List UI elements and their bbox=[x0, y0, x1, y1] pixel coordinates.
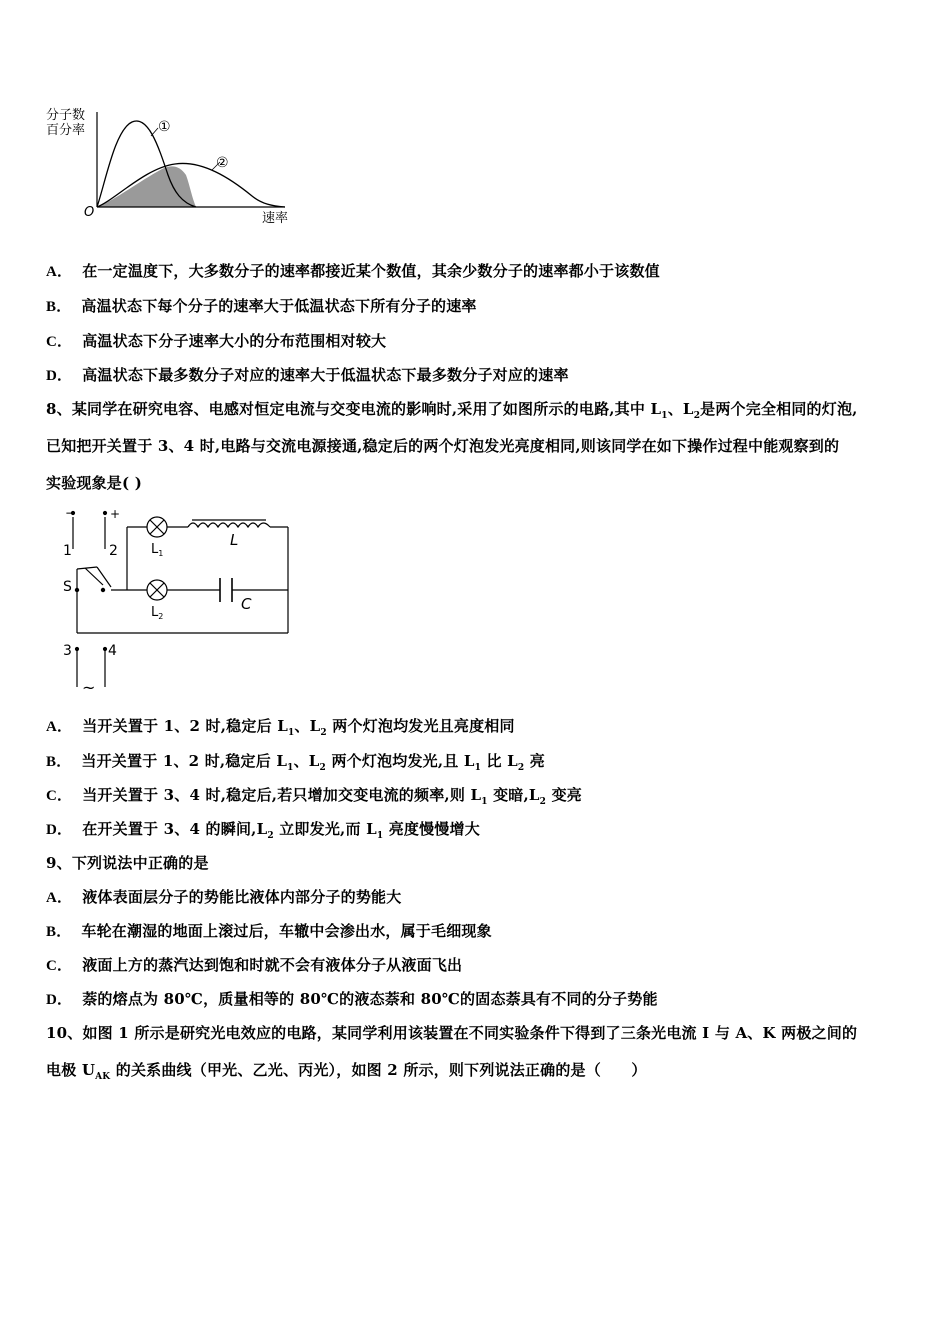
capacitor-label: C bbox=[241, 595, 252, 613]
x-axis-label: 速率 bbox=[262, 211, 289, 226]
q7-option-c: C． 高温状态下分子速率大小的分布范围相对较大 bbox=[46, 332, 387, 350]
inductor-label: L bbox=[230, 531, 239, 549]
switch-label: S bbox=[63, 579, 72, 595]
inductor-icon bbox=[188, 523, 270, 527]
terminal-4-label: 4 bbox=[108, 643, 117, 659]
lamp-l2-label: $L_2$ bbox=[151, 605, 164, 621]
circuit-diagram bbox=[55, 505, 305, 695]
overlap-shaded-area bbox=[97, 166, 196, 207]
q10-stem-line1: 10、如图 1 所示是研究光电效应的电路，某同学利用该装置在不同实验条件下得到了三条光电流 I 与 A、K 两极之间的 bbox=[46, 1024, 858, 1042]
terminal-2-label: 2 bbox=[109, 543, 118, 559]
speed-distribution-figure bbox=[40, 100, 310, 230]
q8-stem-line3: 实验现象是( ) bbox=[46, 474, 143, 492]
q8-stem-line1: 8、某同学在研究电容、电感对恒定电流与交变电流的影响时,采用了如图所示的电路,其中 $L_1$、$L_2$是两个完全相同的灯泡, bbox=[46, 400, 858, 421]
terminal-plus-label: + bbox=[110, 507, 121, 521]
q8-stem-line2: 已知把开关置于 3、4 时,电路与交流电源接通,稳定后的两个灯泡发光亮度相同,则该同学在如下操作过程中能观察到的 bbox=[46, 437, 840, 455]
q9-option-c: C． 液面上方的蒸汽达到饱和时就不会有液体分子从液面飞出 bbox=[46, 956, 463, 974]
q9-option-d: D． 萘的熔点为 80℃，质量相等的 80℃的液态萘和 80℃的固态萘具有不同的分子势能 bbox=[46, 990, 658, 1008]
curve-2-label: ② bbox=[216, 155, 229, 171]
terminal-3-label: 3 bbox=[63, 643, 72, 659]
q9-option-b: B． 车轮在潮湿的地面上滚过后，车辙中会渗出水，属于毛细现象 bbox=[46, 922, 492, 940]
q8-option-a: A． 当开关置于 1、2 时,稳定后 $L_1$、$L_2$ 两个灯泡均发光且亮度相同 bbox=[46, 717, 515, 738]
curve-1-label: ① bbox=[158, 119, 171, 135]
q8-option-d: D． 在开关置于 3、4 的瞬间$,L_2$ 立即发光,而 $L_1$ 亮度慢慢增大 bbox=[46, 820, 480, 841]
terminal-1-label: 1 bbox=[63, 543, 72, 559]
origin-label: O bbox=[84, 205, 95, 220]
q7-option-b: B． 高温状态下每个分子的速率大于低温状态下所有分子的速率 bbox=[46, 297, 477, 315]
q8-option-c: C． 当开关置于 3、4 时,稳定后,若只增加交变电流的频率,则 $L_1$ 变暗$,L_2$ 变亮 bbox=[46, 786, 582, 807]
q10-stem-line2: 电极 $U_{AK}$ 的关系曲线（甲光、乙光、丙光），如图 2 所示，则下列说法正确的是（ ） bbox=[46, 1061, 647, 1082]
q9-option-a: A． 液体表面层分子的势能比液体内部分子的势能大 bbox=[46, 888, 402, 906]
lamp-l1-label: $L_1$ bbox=[151, 542, 164, 558]
q8-option-b: B． 当开关置于 1、2 时,稳定后 $L_1$、$L_2$ 两个灯泡均发光,且 $L_1$ 比 $L_2$ 亮 bbox=[46, 752, 545, 773]
y-axis-label-2: 百分率 bbox=[46, 123, 86, 138]
y-axis-label-1: 分子数 bbox=[46, 108, 86, 123]
ac-source-icon: ~ bbox=[82, 678, 96, 695]
terminal-minus-label: − bbox=[65, 506, 76, 520]
q7-option-d: D． 高温状态下最多数分子对应的速率大于低温状态下最多数分子对应的速率 bbox=[46, 366, 569, 384]
q7-option-a: A． 在一定温度下，大多数分子的速率都接近某个数值，其余少数分子的速率都小于该数值 bbox=[46, 262, 660, 280]
q9-stem: 9、下列说法中正确的是 bbox=[46, 854, 209, 872]
